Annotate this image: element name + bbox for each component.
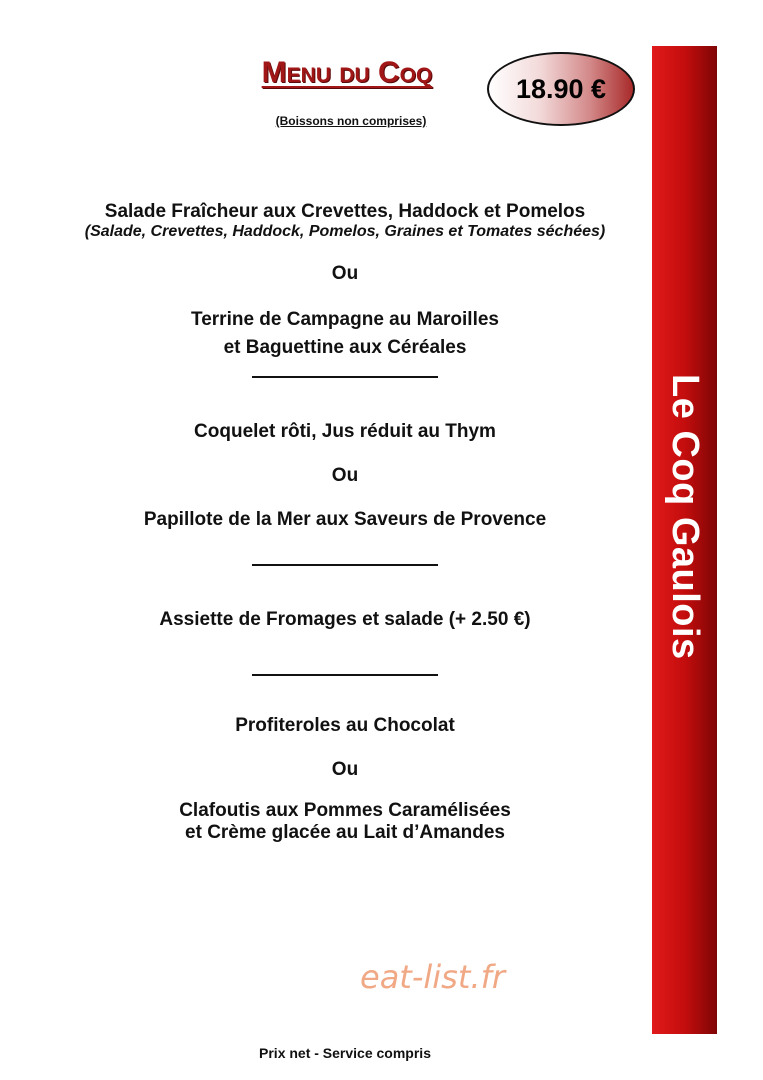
starter-1-detail: (Salade, Crevettes, Haddock, Pomelos, Graines et Tomates séchées) xyxy=(84,223,606,240)
footer-note: Prix net - Service compris xyxy=(259,1045,431,1061)
main-2: Papillote de la Mer aux Saveurs de Provence xyxy=(143,509,547,530)
or-divider: Ou xyxy=(331,759,359,780)
drinks-note: (Boissons non comprises) xyxy=(275,114,427,128)
menu-list xyxy=(40,198,650,844)
or-divider: Ou xyxy=(331,263,359,284)
starter-2-line1: Terrine de Campagne au Maroilles xyxy=(191,309,499,330)
dessert-1: Profiteroles au Chocolat xyxy=(235,715,455,736)
starter-1: Salade Fraîcheur aux Crevettes, Haddock et Pomelos xyxy=(104,201,586,222)
restaurant-name: Le Coq Gaulois xyxy=(664,374,706,660)
starter-2-line2: et Baguettine aux Céréales xyxy=(223,337,467,358)
dessert-2-line1: Clafoutis aux Pommes Caramélisées xyxy=(179,800,511,821)
price-badge xyxy=(487,52,635,126)
or-divider: Ou xyxy=(331,465,359,486)
dessert-2-line2: et Crème glacée au Lait d’Amandes xyxy=(185,822,505,843)
cheese-course: Assiette de Fromages et salade (+ 2.50 €) xyxy=(159,609,531,630)
side-band xyxy=(652,46,717,1034)
watermark: eat-list.fr xyxy=(360,958,505,996)
main-1: Coquelet rôti, Jus réduit au Thym xyxy=(194,421,496,442)
menu-title: Menu du Coq xyxy=(261,56,433,89)
price-value: 18.90 € xyxy=(515,73,607,104)
